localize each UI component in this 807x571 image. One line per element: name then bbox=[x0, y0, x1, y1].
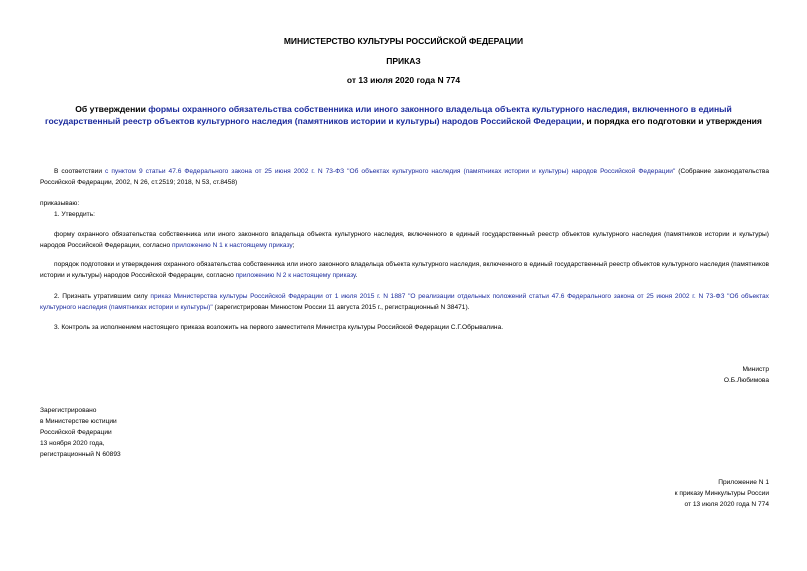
preamble-paragraph bbox=[40, 166, 769, 188]
ministry-heading: МИНИСТЕРСТВО КУЛЬТУРЫ РОССИЙСКОЙ ФЕДЕРАЦИИ bbox=[283, 36, 524, 46]
item-2-end: (зарегистрирован Минюстом России 11 августа 2015 г., регистрационный N 38471). bbox=[212, 304, 470, 311]
doc-type-heading: ПРИКАЗ bbox=[386, 56, 421, 66]
item-2-text: 2. Признать утратившим силу bbox=[54, 293, 151, 300]
preamble-text-2: (Собрание законодательства Российской Федерации, 2002, N 26, ст.2519; 2018, N 53, ст.8458) bbox=[40, 168, 769, 186]
title-form-link[interactable]: формы охранного обязательства собственника или иного законного владельца объекта культурного наследия, включенного в единый государственный реестр объектов культурного наследия (памятников истории и культуры) народов Российской Федерации bbox=[45, 104, 732, 126]
annex-line-3: от 13 июля 2020 года N 774 bbox=[684, 501, 769, 508]
signature-block bbox=[724, 364, 769, 386]
item-1: 1. Утвердить: bbox=[54, 211, 95, 218]
order-date-number: от 13 июля 2020 года N 774 bbox=[346, 75, 461, 85]
registration-line-5: регистрационный N 60893 bbox=[40, 451, 121, 458]
registration-line-1: Зарегистрировано bbox=[40, 407, 97, 414]
orders-line: приказываю: bbox=[40, 200, 80, 207]
procedure-item-end: . bbox=[355, 272, 358, 279]
form-item-end: ; bbox=[292, 242, 295, 249]
repealed-order-link[interactable]: приказ Министерства культуры Российской Федерации от 1 июля 2015 г. N 1887 "О реализации отдельных положений статьи 47.6 Федерального закона от 25 июня 2002 г. N 73-ФЗ "Об объектах культурного наследия (памятниках истории и культуры)" bbox=[40, 293, 769, 311]
registration-line-4: 13 ноября 2020 года, bbox=[40, 440, 105, 447]
title-prefix: Об утверждении bbox=[75, 104, 149, 114]
form-item-paragraph bbox=[40, 229, 769, 251]
item-2-paragraph bbox=[40, 291, 769, 313]
registration-block bbox=[40, 405, 121, 460]
annex-heading-block bbox=[675, 477, 769, 510]
preamble-text-1: В соответствии bbox=[54, 168, 106, 175]
preamble-law-link[interactable]: с пунктом 9 статьи 47.6 Федерального закона от 25 июня 2002 г. N 73-ФЗ "Об объектах культурного наследия (памятниках истории и культуры) народов Российской Федерации" bbox=[105, 168, 676, 175]
annex-1-link[interactable]: приложению N 1 к настоящему приказу bbox=[171, 242, 293, 249]
annex-line-2: к приказу Минкультуры России bbox=[674, 490, 769, 497]
registration-line-3: Российской Федерации bbox=[40, 429, 112, 436]
annex-line-1: Приложение N 1 bbox=[718, 479, 769, 486]
title-suffix: , и порядка его подготовки и утверждения bbox=[581, 115, 762, 126]
annex-2-link[interactable]: приложению N 2 к настоящему приказу bbox=[235, 272, 356, 279]
signature-position: Министр bbox=[742, 366, 769, 373]
registration-line-2: в Министерстве юстиции bbox=[40, 418, 117, 425]
procedure-item-text: порядок подготовки и утверждения охранного обязательства собственника или иного законного владельца объекта культурного наследия, включенного в единый государственный реестр объектов культурного наследия (памятников истории и культуры) народов Российской Федерации, согласно bbox=[40, 261, 769, 279]
signature-name: О.Б.Любимова bbox=[723, 377, 769, 384]
order-title bbox=[40, 104, 767, 127]
item-3: 3. Контроль за исполнением настоящего приказа возложить на первого заместителя Министра культуры Российской Федерации С.Г.Обрывалина. bbox=[54, 324, 504, 331]
procedure-item-paragraph bbox=[40, 259, 769, 281]
form-item-text: форму охранного обязательства собственника или иного законного владельца объекта культурного наследия, включенного в единый государственный реестр объектов культурного наследия (памятников истории и культуры) народов Российской Федерации, согласно bbox=[40, 231, 769, 249]
